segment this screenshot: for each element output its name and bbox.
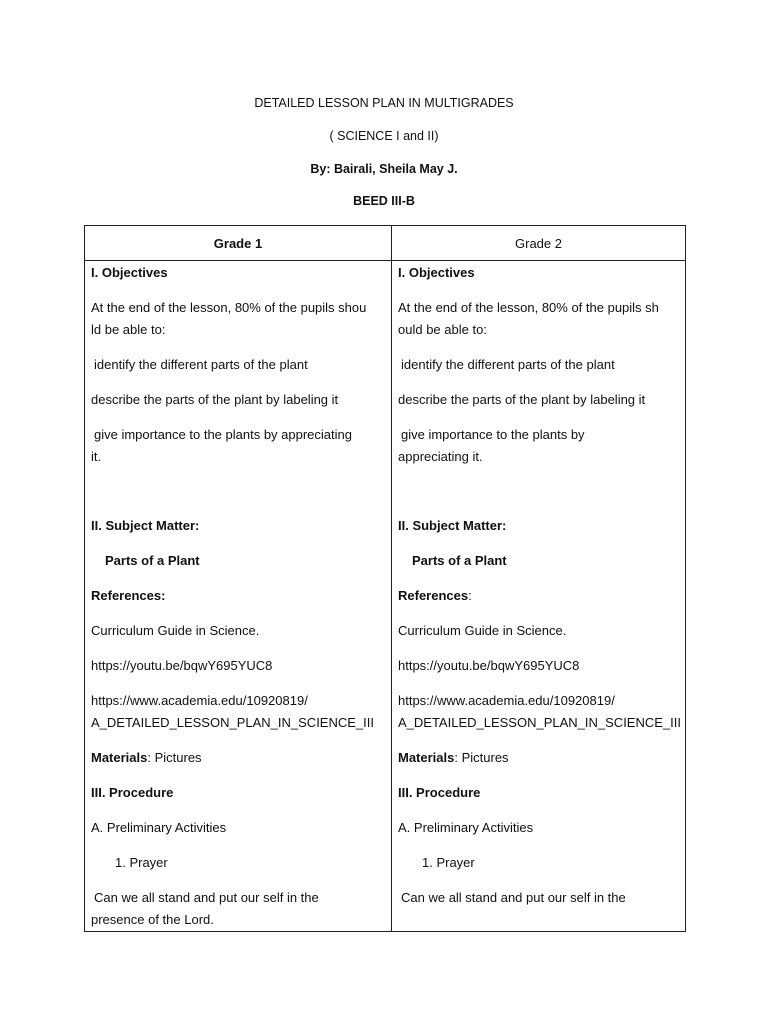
materials-value: : Pictures [454, 750, 509, 765]
objectives-intro-cont: ld be able to: [91, 322, 166, 337]
prayer-text: Can we all stand and put our self in the [401, 890, 626, 905]
objective-item: identify the different parts of the plant [94, 357, 308, 372]
prayer-text-cont: presence of the Lord. [91, 912, 214, 927]
materials-line [398, 747, 679, 769]
table-body-row [85, 261, 686, 932]
materials-value: : Pictures [147, 750, 202, 765]
doc-author: By: Bairali, Sheila May J. [310, 162, 458, 176]
reference-link: https://www.academia.edu/10920819/ [91, 693, 308, 708]
doc-title: DETAILED LESSON PLAN IN MULTIGRADES [254, 96, 514, 110]
reference-item: Curriculum Guide in Science. [91, 623, 260, 638]
references-colon: : [468, 588, 472, 603]
materials-label: Materials [398, 750, 455, 765]
doc-section: BEED III-B [353, 194, 415, 208]
objective-item: describe the parts of the plant by labeling it [398, 392, 646, 407]
materials-label: Materials [91, 750, 148, 765]
grade-2-column [392, 261, 686, 932]
reference-link: https://youtu.be/bqwY695YUC8 [91, 658, 273, 673]
objectives-intro: At the end of the lesson, 80% of the pupils sh [398, 300, 659, 315]
grade-1-column [85, 261, 392, 932]
lesson-plan-table [84, 225, 686, 932]
prayer-item: 1. Prayer [115, 855, 168, 870]
objective-item-cont: it. [91, 449, 102, 464]
reference-link: https://www.academia.edu/10920819/ [398, 693, 615, 708]
objective-item: give importance to the plants by [401, 427, 585, 442]
materials-line [91, 747, 385, 769]
procedure-heading: III. Procedure [398, 785, 481, 800]
table-header-row [85, 226, 686, 261]
objective-item: describe the parts of the plant by labeling it [91, 392, 339, 407]
procedure-heading: III. Procedure [91, 785, 174, 800]
references-heading: References [398, 588, 469, 603]
objectives-intro-cont: ould be able to: [398, 322, 487, 337]
grade-2-header: Grade 2 [392, 226, 686, 261]
reference-item: Curriculum Guide in Science. [398, 623, 567, 638]
grade-1-header: Grade 1 [85, 226, 392, 261]
subject-matter-topic: Parts of a Plant [412, 553, 507, 568]
reference-link: https://youtu.be/bqwY695YUC8 [398, 658, 580, 673]
objectives-intro: At the end of the lesson, 80% of the pupils shou [91, 300, 367, 315]
references-heading: References: [91, 588, 166, 603]
prayer-item: 1. Prayer [422, 855, 475, 870]
doc-subtitle: ( SCIENCE I and II) [329, 129, 439, 143]
references-line [398, 585, 679, 607]
prayer-text: Can we all stand and put our self in the [94, 890, 319, 905]
objective-item-cont: appreciating it. [398, 449, 483, 464]
objectives-heading: I. Objectives [398, 265, 475, 280]
objective-item: identify the different parts of the plant [401, 357, 615, 372]
objective-item: give importance to the plants by appreciating [94, 427, 352, 442]
subject-matter-topic: Parts of a Plant [105, 553, 200, 568]
reference-link-cont: A_DETAILED_LESSON_PLAN_IN_SCIENCE_III [398, 715, 681, 730]
preliminary-activities: A. Preliminary Activities [91, 820, 227, 835]
reference-link-cont: A_DETAILED_LESSON_PLAN_IN_SCIENCE_III [91, 715, 374, 730]
subject-matter-heading: II. Subject Matter: [398, 518, 507, 533]
subject-matter-heading: II. Subject Matter: [91, 518, 200, 533]
objectives-heading: I. Objectives [91, 265, 168, 280]
preliminary-activities: A. Preliminary Activities [398, 820, 534, 835]
